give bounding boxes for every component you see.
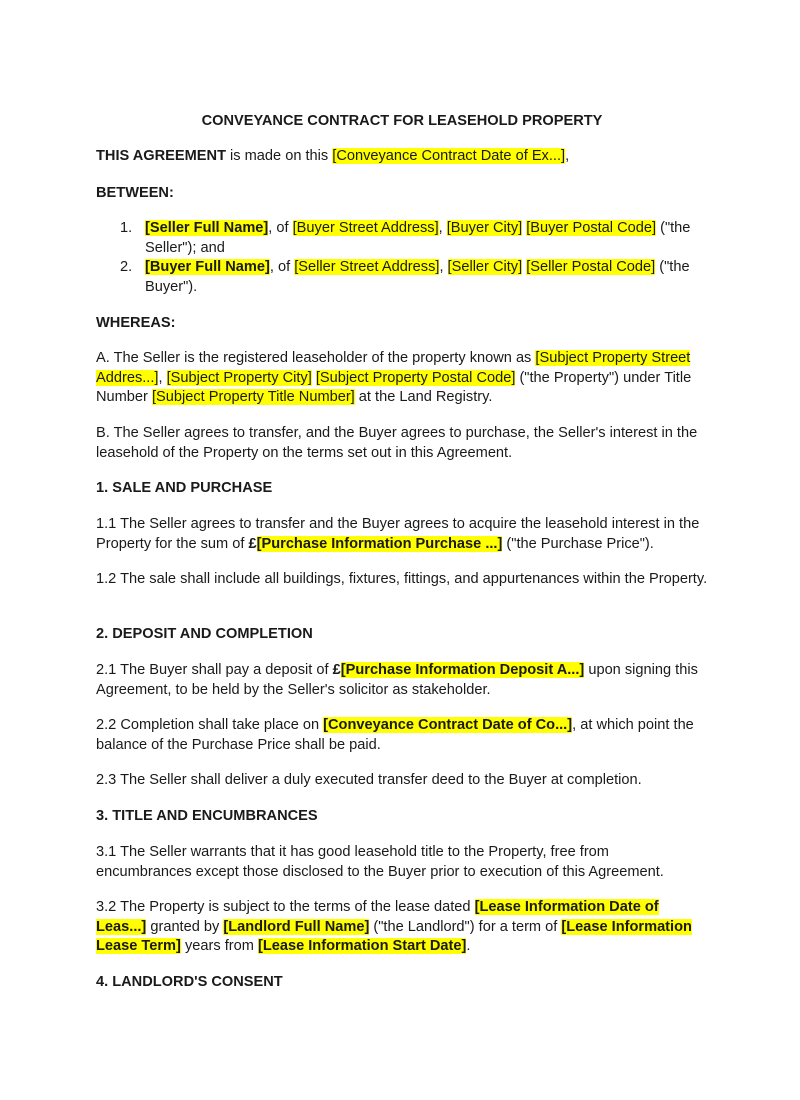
text: 2.1 The Buyer shall pay a deposit of [96,662,333,678]
intro-tail: , [565,148,570,164]
field-deposit-amount[interactable]: [Purchase Information Deposit A...] [340,662,585,678]
text: , of [268,220,293,236]
section-1-heading: 1. SALE AND PURCHASE [96,480,273,496]
recital-b: B. The Seller agrees to transfer, and the Buyer agrees to purchase, the Seller's interest in the leasehold of the Property on the terms set out in this Agreement. [96,425,698,461]
between-heading: BETWEEN: [96,185,174,201]
field-seller-full-name[interactable]: [Seller Full Name] [145,220,269,236]
text: 1.1 The Seller agrees to transfer and the Buyer agrees to acquire the leasehold interest in the Property for the sum of [96,516,700,552]
currency-symbol: £ [332,662,341,678]
field-completion-date[interactable]: [Conveyance Contract Date of Co...] [323,717,573,733]
document-title: CONVEYANCE CONTRACT FOR LEASEHOLD PROPERTY [201,113,603,129]
text: upon signing this Agreement, to be held by the Seller's solicitor as stakeholder. [96,662,698,698]
party-item-buyer [96,258,708,297]
field-execution-date[interactable]: [Conveyance Contract Date of Ex...] [332,148,566,164]
field-subject-property-street[interactable]: [Subject Property Street Addres...] [96,350,691,386]
recital-a [96,349,708,408]
clause-2-1 [96,661,708,700]
field-buyer-full-name[interactable]: [Buyer Full Name] [145,259,270,276]
text: 3.2 The Property is subject to the terms of the lease dated [96,899,475,915]
party-number: 2. [120,259,133,276]
field-lease-term[interactable]: [Lease Information Lease Term] [96,918,692,955]
text: , [158,369,167,386]
field-purchase-price[interactable]: [Purchase Information Purchase ...] [256,535,503,552]
field-subject-property-title-number[interactable]: [Subject Property Title Number] [151,389,355,406]
field-seller-street-address[interactable]: [Seller Street Address] [294,259,440,276]
intro-text: is made on this [226,148,333,164]
party-number: 1. [120,220,133,236]
currency-symbol: £ [248,535,257,552]
text: years from [180,938,258,955]
text: , of [269,259,295,276]
field-buyer-postal-code[interactable]: [Buyer Postal Code] [526,220,657,236]
text: ("the Buyer"). [145,259,690,295]
section-4-heading: 4. LANDLORD'S CONSENT [96,974,283,990]
text: A. The Seller is the registered leaseholder of the property known as [96,350,536,366]
parties-list [96,219,708,297]
field-buyer-street-address[interactable]: [Buyer Street Address] [292,220,439,236]
field-buyer-city[interactable]: [Buyer City] [446,220,523,236]
clause-2-2 [96,716,708,755]
clause-3-2 [96,898,708,957]
text: 2.2 Completion shall take place on [96,717,324,733]
clause-1-2: 1.2 The sale shall include all buildings, fixtures, fittings, and appurtenances within the Property. [96,571,708,587]
field-seller-city[interactable]: [Seller City] [447,259,523,276]
whereas-heading: WHEREAS: [96,315,176,331]
field-seller-postal-code[interactable]: [Seller Postal Code] [526,259,656,276]
text: , at which point the balance of the Purchase Price shall be paid. [96,717,694,753]
text: granted by [146,918,224,935]
field-lease-start-date[interactable]: [Lease Information Start Date] [257,938,467,955]
clause-2-3: 2.3 The Seller shall deliver a duly executed transfer deed to the Buyer at completion. [96,772,642,788]
text: , [439,259,448,276]
clause-1-1 [96,515,708,554]
section-2-heading: 2. DEPOSIT AND COMPLETION [96,626,313,642]
agreement-lead: THIS AGREEMENT [96,148,226,164]
text: at the Land Registry. [354,389,493,406]
text: ("the Landlord") for a term of [369,918,562,935]
field-landlord-full-name[interactable]: [Landlord Full Name] [223,918,370,935]
section-3-heading: 3. TITLE AND ENCUMBRANCES [96,808,318,824]
text: , [438,220,447,236]
clause-3-1: 3.1 The Seller warrants that it has good leasehold title to the Property, free from encumbrances except those disclosed to the Buyer prior to execution of this Agreement. [96,844,664,880]
text: . [466,938,471,955]
intro-paragraph [96,147,708,167]
text: ("the Property") under Title Number [96,369,692,406]
field-subject-property-postal-code[interactable]: [Subject Property Postal Code] [315,369,516,386]
party-item-seller [96,219,708,258]
text: ("the Seller"); and [145,220,691,256]
field-subject-property-city[interactable]: [Subject Property City] [166,369,312,386]
text: ("the Purchase Price"). [502,535,654,552]
field-lease-date[interactable]: [Lease Information Date of Leas...] [96,899,659,935]
